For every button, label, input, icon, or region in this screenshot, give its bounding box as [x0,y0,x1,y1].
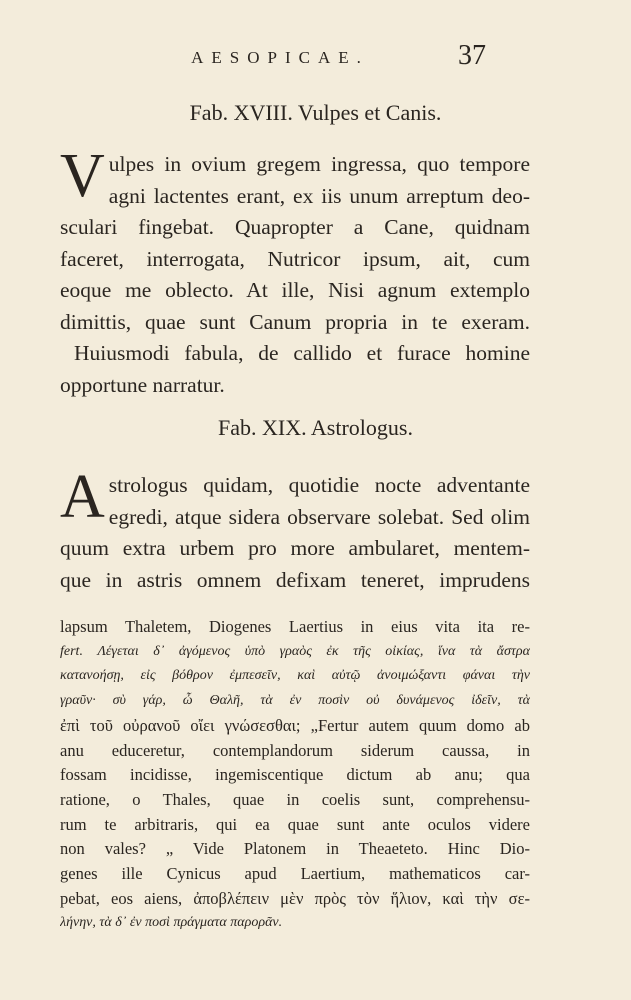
footnote-line: genes ille Cynicus apud Laertium, mathematicos car- [60,864,530,884]
running-head: AESOPICAE. [191,48,369,67]
page-number: 37 [458,40,486,71]
fable-18-drop-cap: V [60,142,105,210]
fable-18-title: Fab. XVIII. Vulpes et Canis. [189,100,442,125]
footnote-line: anu educeretur, contemplandorum siderum caussa, in [60,740,530,760]
fable-19-text [60,463,530,596]
text-line: que in astris omnem defixam teneret, imprudens [60,567,530,592]
fable-19-title: Fab. XIX. Astrologus. [218,415,413,440]
footnote-line: lapsum Thaletem, Diogenes Laertius in eius vita ita re- [60,617,530,636]
footnote [60,615,530,936]
text-line: dimittis, quae sunt Canum propria in te exeram. [60,309,530,334]
text-line: agni lactentes erant, ex iis unum arreptum deo- [108,183,530,208]
footnote-line: pebat, eos aiens, ἀποβλέπειν μὲν πρὸς τὸν ἥλιον, καὶ τὴν σε- [60,888,530,908]
footnote-line: λήνην, τὰ δ᾽ ἐν ποσὶ πράγματα παρορᾶν. [60,915,283,931]
footnote-line: non vales? „ Vide Platonem in Theaeteto. Hinc Dio- [60,839,530,859]
text-line: eoque me oblecto. At ille, Nisi agnum extemplo [60,278,530,302]
footnote-line: fert. Λέγεται δ᾽ ἀγόμενος ὑπὸ γραὸς ἐκ τῆς οἰκίας, ἵνα τὰ ἄστρα [60,643,530,659]
footnote-line: κατανοήσῃ, εἰς βόθρον ἐμπεσεῖν, καὶ αὐτῷ ἀνοιμώξαντι φάναι τὴν [60,668,530,684]
footnote-line: ἐπὶ τοῦ οὐρανοῦ οἴει γνώσεσθαι; „Fertur autem quum domo ab [60,715,530,735]
text-line: faceret, interrogata, Nutricor ipsum, ait, cum [60,246,530,271]
text-line: sculari fingebat. Quapropter a Cane, quidnam [60,215,530,239]
text-line: opportune narratur. [60,372,225,397]
fable-18-text [60,142,530,401]
footnote-line: fossam incidisse, ingemiscentique dictum ab anu; qua [60,765,530,785]
text-line: quum extra urbem pro more ambularet, mentem- [60,536,530,560]
footnote-line: ratione, o Thales, quae in coelis sunt, comprehensu- [60,789,530,809]
footnote-line: γραῦν· σὺ γάρ, ὦ Θαλῆ, τὰ ἐν ποσὶν οὐ δυνάμενος ἰδεῖν, τὰ [60,693,530,709]
fable-19-drop-cap: A [60,463,105,531]
footnote-line: rum te arbitraris, qui ea quae sunt ante oculos videre [60,814,530,834]
text-line: strologus quidam, quotidie nocte adventante [108,473,530,497]
text-line: egredi, atque sidera observare solebat. Sed olim [108,504,530,529]
text-line: ulpes in ovium gregem ingressa, quo tempore [108,152,530,176]
text-line: Huiusmodi fabula, de callido et furace homine [74,341,530,365]
